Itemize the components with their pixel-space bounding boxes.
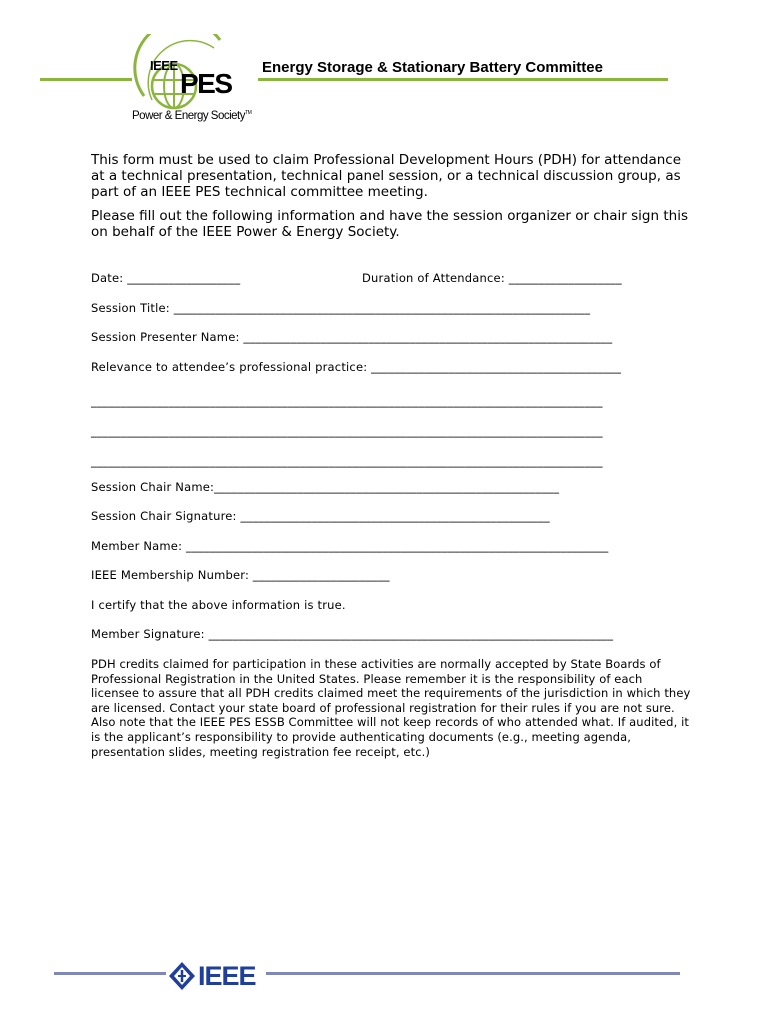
footer-rule-left: [54, 972, 166, 975]
session-chair-signature-field[interactable]: Session Chair Signature: ____________________________________________________: [91, 509, 550, 523]
session-title-field[interactable]: Session Title: ______________________________________________________________________: [91, 301, 591, 315]
duration-field[interactable]: Duration of Attendance: ___________________: [362, 271, 622, 285]
logo-pes-text: PES: [180, 68, 232, 99]
relevance-blank-line-3[interactable]: ______________________________________________________________________________________: [91, 454, 603, 468]
presenter-name-field[interactable]: Session Presenter Name: ______________________________________________________________: [91, 330, 613, 344]
relevance-blank-line-1[interactable]: ______________________________________________________________________________________: [91, 394, 603, 408]
intro-paragraph-2: Please fill out the following information and have the session organizer or chair sign this on behalf of the IEEE Power & Energy Society.: [91, 208, 688, 240]
session-chair-name-field[interactable]: Session Chair Name:__________________________________________________________: [91, 480, 560, 494]
footer-rule-right: [266, 972, 680, 975]
member-signature-field[interactable]: Member Signature: ____________________________________________________________________: [91, 627, 614, 641]
header-rule-right: [258, 78, 668, 81]
ieee-footer-logo: [166, 960, 266, 992]
relevance-field[interactable]: Relevance to attendee’s professional practice: __________________________________________: [91, 360, 622, 374]
logo-society-text: Power & Energy Society™: [132, 110, 252, 122]
header-rule-left: [40, 78, 132, 81]
certify-statement: I certify that the above information is true.: [91, 598, 346, 612]
committee-title: Energy Storage & Stationary Battery Committee: [262, 59, 603, 76]
intro-paragraph-1: This form must be used to claim Professional Development Hours (PDH) for attendance at a technical presentation, technical panel session, or a technical discussion group, as part of an IEEE PES technical committee meeting.: [91, 152, 682, 200]
relevance-blank-line-2[interactable]: ______________________________________________________________________________________: [91, 424, 603, 438]
pdh-disclaimer: PDH credits claimed for participation in these activities are normally accepted by State Boards of Professional Registration in the United States. Please remember it is the responsibility of each licensee to assure that all PDH credits claimed meet the requirements of the jurisdiction in which they are licensed. Contact your state board of professional registration for their rules if you are not sure. Also note that the IEEE PES ESSB Committee will not keep records of who attended what. If audited, it is the applicant’s responsibility to provide authenticating documents (e.g., meeting agenda, presentation slides, meeting registration fee receipt, etc.): [91, 657, 691, 759]
member-name-field[interactable]: Member Name: _______________________________________________________________________: [91, 539, 609, 553]
membership-number-field[interactable]: IEEE Membership Number: _______________________: [91, 568, 390, 582]
date-field[interactable]: Date: ___________________: [91, 271, 241, 285]
logo-ieee-text: IEEE: [150, 58, 178, 73]
footer-ieee-text: IEEE: [198, 961, 256, 991]
ieee-pes-logo: [128, 34, 268, 126]
ieee-diamond-icon: [168, 961, 196, 991]
